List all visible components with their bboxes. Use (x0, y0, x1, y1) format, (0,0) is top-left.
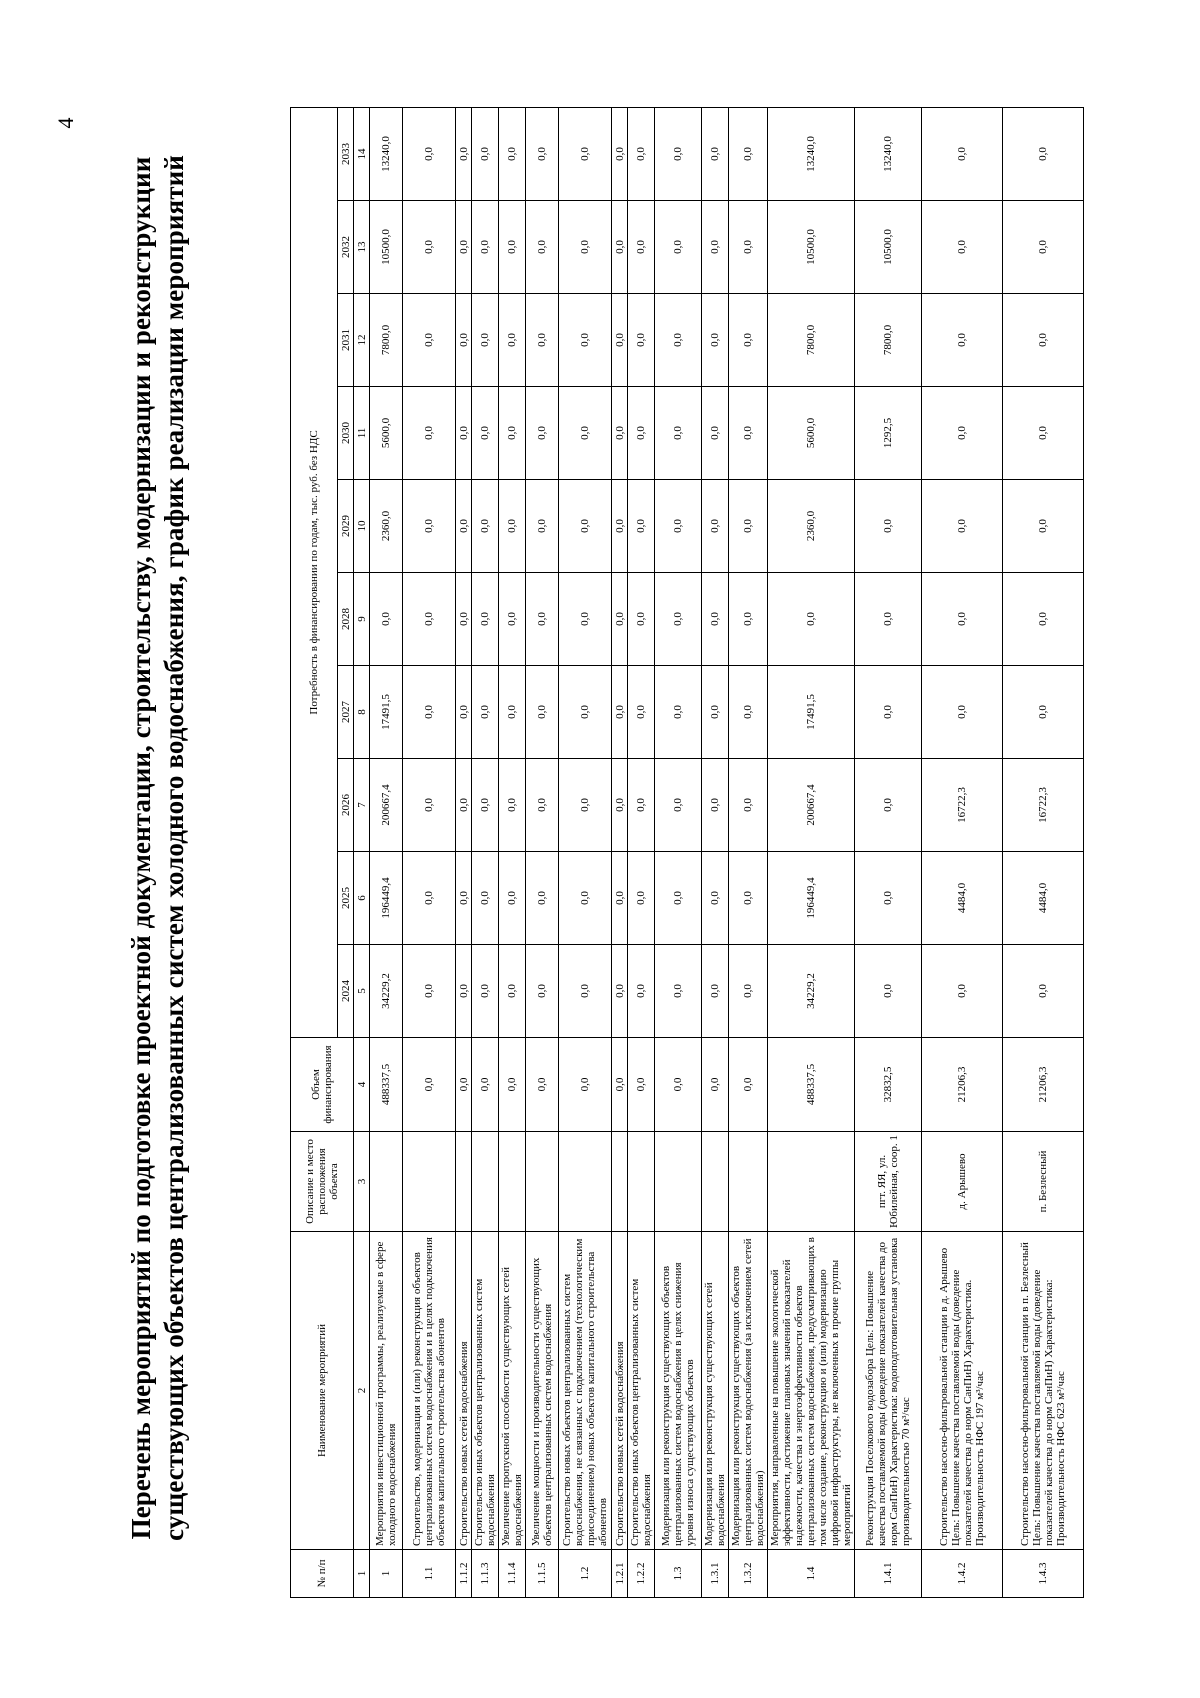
year-value: 0,0 (499, 201, 526, 294)
year-value: 1292,5 (855, 387, 922, 480)
table-row (1003, 107, 1084, 1597)
page-number: 4 (53, 117, 78, 129)
year-value: 0,0 (729, 201, 768, 294)
year-value: 0,0 (655, 480, 702, 573)
year-value: 0,0 (472, 666, 499, 759)
year-value: 7800,0 (768, 294, 855, 387)
object-location (472, 1132, 499, 1232)
year-value: 0,0 (702, 294, 729, 387)
year-value: 5600,0 (768, 387, 855, 480)
document-sheet (45, 98, 1195, 1598)
year-value: 0,0 (922, 945, 1003, 1038)
year-value: 0,0 (628, 945, 655, 1038)
table-row (370, 107, 403, 1597)
volume-value: 32832,5 (855, 1038, 922, 1132)
column-number: 14 (354, 107, 370, 200)
year-value: 0,0 (628, 666, 655, 759)
year-header: 2031 (338, 294, 354, 387)
year-value: 0,0 (526, 480, 559, 573)
year-value: 13240,0 (370, 107, 403, 200)
year-value: 0,0 (456, 387, 472, 480)
year-value: 34229,2 (768, 945, 855, 1038)
year-value: 0,0 (559, 294, 612, 387)
year-value: 0,0 (499, 666, 526, 759)
year-value: 0,0 (403, 666, 456, 759)
year-value: 0,0 (456, 107, 472, 200)
volume-value: 488337,5 (370, 1038, 403, 1132)
year-value: 4484,0 (922, 852, 1003, 945)
measure-name: Мероприятия инвестиционной программы, реализуемые в сфере холодного водоснабжения (370, 1232, 403, 1550)
object-location: п. Безлесный (1003, 1132, 1084, 1232)
row-number: 1.1 (403, 1550, 456, 1598)
heading-line-2: существующих объектов централизованных систем холодного водоснабжения, график реализации мероприятий (159, 155, 189, 1541)
year-value: 0,0 (1003, 387, 1084, 480)
year-value: 0,0 (456, 666, 472, 759)
year-value: 0,0 (456, 294, 472, 387)
year-value: 0,0 (855, 666, 922, 759)
year-value: 0,0 (499, 945, 526, 1038)
year-value: 0,0 (456, 852, 472, 945)
year-header: 2032 (338, 201, 354, 294)
year-value: 4484,0 (1003, 852, 1084, 945)
year-value: 0,0 (922, 387, 1003, 480)
year-value: 0,0 (559, 387, 612, 480)
table-row (456, 107, 472, 1597)
header-needs: Потребность в финансировании по годам, тыс. руб. без НДС (291, 107, 338, 1037)
year-value: 0,0 (1003, 945, 1084, 1038)
year-value: 0,0 (456, 759, 472, 852)
year-value: 13240,0 (855, 107, 922, 200)
year-value: 0,0 (472, 759, 499, 852)
year-value: 0,0 (655, 852, 702, 945)
table-row (922, 107, 1003, 1597)
column-number: 12 (354, 294, 370, 387)
year-value: 0,0 (612, 480, 628, 573)
year-value: 0,0 (456, 201, 472, 294)
object-location (403, 1132, 456, 1232)
year-value: 2360,0 (370, 480, 403, 573)
year-value: 7800,0 (370, 294, 403, 387)
row-number: 1.1.2 (456, 1550, 472, 1598)
year-value: 0,0 (628, 573, 655, 666)
year-value: 0,0 (655, 573, 702, 666)
column-number: 6 (354, 852, 370, 945)
column-number: 2 (354, 1232, 370, 1550)
year-value: 200667,4 (768, 759, 855, 852)
year-value: 0,0 (922, 573, 1003, 666)
year-value: 0,0 (526, 852, 559, 945)
measure-name: Увеличение пропускной способности существующих сетей водоснабжения (499, 1232, 526, 1550)
year-value: 0,0 (1003, 480, 1084, 573)
year-value: 10500,0 (370, 201, 403, 294)
year-value: 0,0 (403, 294, 456, 387)
year-value: 0,0 (1003, 573, 1084, 666)
year-header: 2028 (338, 573, 354, 666)
year-value: 0,0 (702, 759, 729, 852)
row-number: 1 (370, 1550, 403, 1598)
object-location: д. Арышево (922, 1132, 1003, 1232)
column-number: 10 (354, 480, 370, 573)
year-value: 0,0 (1003, 107, 1084, 200)
year-header: 2033 (338, 107, 354, 200)
year-value: 0,0 (922, 666, 1003, 759)
object-location (655, 1132, 702, 1232)
year-header: 2024 (338, 945, 354, 1038)
volume-value: 21206,3 (1003, 1038, 1084, 1132)
year-value: 0,0 (729, 294, 768, 387)
year-value: 0,0 (612, 294, 628, 387)
year-value: 0,0 (702, 666, 729, 759)
year-value: 0,0 (526, 573, 559, 666)
year-value: 196449,4 (768, 852, 855, 945)
year-value: 0,0 (559, 759, 612, 852)
year-value: 0,0 (922, 294, 1003, 387)
year-value: 0,0 (855, 759, 922, 852)
year-value: 10500,0 (768, 201, 855, 294)
year-value: 16722,3 (922, 759, 1003, 852)
year-value: 0,0 (499, 759, 526, 852)
year-value: 0,0 (559, 852, 612, 945)
table-row (768, 107, 855, 1597)
year-value: 34229,2 (370, 945, 403, 1038)
table-row (729, 107, 768, 1597)
column-number: 8 (354, 666, 370, 759)
year-value: 0,0 (403, 480, 456, 573)
year-value: 0,0 (559, 480, 612, 573)
year-value: 0,0 (729, 573, 768, 666)
year-value: 0,0 (628, 852, 655, 945)
year-value: 0,0 (456, 573, 472, 666)
year-value: 0,0 (702, 852, 729, 945)
year-value: 0,0 (922, 201, 1003, 294)
year-value: 0,0 (702, 945, 729, 1038)
year-value: 17491,5 (768, 666, 855, 759)
year-value: 0,0 (403, 201, 456, 294)
year-value: 0,0 (370, 573, 403, 666)
year-value: 0,0 (499, 294, 526, 387)
year-value: 0,0 (526, 387, 559, 480)
year-value: 5600,0 (370, 387, 403, 480)
year-value: 200667,4 (370, 759, 403, 852)
year-value: 0,0 (922, 107, 1003, 200)
year-value: 0,0 (499, 387, 526, 480)
year-value: 0,0 (1003, 666, 1084, 759)
table-row (499, 107, 526, 1597)
row-number: 1.4.3 (1003, 1550, 1084, 1598)
column-number: 9 (354, 573, 370, 666)
volume-value: 0,0 (526, 1038, 559, 1132)
year-header: 2025 (338, 852, 354, 945)
row-number: 1.2 (559, 1550, 612, 1598)
column-number: 3 (354, 1132, 370, 1232)
year-value: 0,0 (1003, 201, 1084, 294)
volume-value: 0,0 (612, 1038, 628, 1132)
year-value: 0,0 (655, 666, 702, 759)
header-name: Наименование мероприятий (291, 1232, 354, 1550)
year-value: 0,0 (729, 945, 768, 1038)
row-number: 1.4 (768, 1550, 855, 1598)
table-row (655, 107, 702, 1597)
row-number: 1.1.4 (499, 1550, 526, 1598)
object-location (612, 1132, 628, 1232)
measure-name: Строительство насосно-фильтровальной станции в д. Арышево Цель: Повышение качества поставляемой воды (доведение показателей качества до норм СанПиН) Характеристика. Производительность НФС 197 м³/час (922, 1232, 1003, 1550)
table-row (403, 107, 456, 1597)
year-value: 0,0 (628, 294, 655, 387)
year-header: 2030 (338, 387, 354, 480)
measure-name: Строительство иных объектов централизованных систем водоснабжения (472, 1232, 499, 1550)
column-number: 1 (354, 1550, 370, 1598)
year-value: 0,0 (403, 759, 456, 852)
measure-name: Строительство новых объектов централизованных систем водоснабжения, не связанных с подключением (технологическим присоединением) новых объектов капитального строительства абонентов (559, 1232, 612, 1550)
row-number: 1.1.5 (526, 1550, 559, 1598)
volume-value: 0,0 (499, 1038, 526, 1132)
year-value: 0,0 (612, 945, 628, 1038)
table-row (612, 107, 628, 1597)
year-value: 0,0 (612, 573, 628, 666)
year-value: 0,0 (729, 107, 768, 200)
measure-name: Реконструкция Поселкового водозабора Цель: Повышение качества поставляемой воды (доведение показателей качества до норм СанПиН) Характеристика: водоподготовительная установка производительностью 70 м³/час (855, 1232, 922, 1550)
year-header: 2026 (338, 759, 354, 852)
year-value: 0,0 (612, 852, 628, 945)
year-value: 0,0 (559, 201, 612, 294)
year-value: 0,0 (499, 573, 526, 666)
year-value: 0,0 (655, 945, 702, 1038)
year-value: 0,0 (526, 666, 559, 759)
year-value: 0,0 (499, 480, 526, 573)
measure-name: Модернизация или реконструкция существующих объектов централизованных систем водоснабжения (за исключением сетей водоснабжения) (729, 1232, 768, 1550)
year-value: 0,0 (526, 945, 559, 1038)
measure-name: Строительство, модернизация и (или) реконструкция объектов централизованных систем водоснабжения и в целях подключения объектов капитального строительства абонентов (403, 1232, 456, 1550)
year-value: 0,0 (729, 852, 768, 945)
object-location (499, 1132, 526, 1232)
volume-value: 488337,5 (768, 1038, 855, 1132)
year-value: 0,0 (855, 480, 922, 573)
volume-value: 0,0 (729, 1038, 768, 1132)
table-row (472, 107, 499, 1597)
year-value: 0,0 (472, 480, 499, 573)
year-value: 0,0 (729, 480, 768, 573)
year-value: 0,0 (1003, 294, 1084, 387)
year-value: 0,0 (526, 201, 559, 294)
table-body (370, 107, 1084, 1597)
year-value: 2360,0 (768, 480, 855, 573)
year-value: 0,0 (456, 945, 472, 1038)
column-numbers-row (354, 107, 370, 1597)
year-value: 0,0 (403, 387, 456, 480)
year-value: 0,0 (612, 387, 628, 480)
year-value: 0,0 (655, 387, 702, 480)
year-value: 0,0 (655, 759, 702, 852)
year-value: 0,0 (702, 480, 729, 573)
row-number: 1.2.2 (628, 1550, 655, 1598)
measure-name: Модернизация или реконструкция существующих объектов централизованных систем водоснабжения в целях снижения уровня износа существующих объектов (655, 1232, 702, 1550)
header-volume: Объем финансирования (291, 1038, 354, 1132)
row-number: 1.3.1 (702, 1550, 729, 1598)
volume-value: 21206,3 (922, 1038, 1003, 1132)
row-number: 1.4.1 (855, 1550, 922, 1598)
year-value: 0,0 (628, 387, 655, 480)
row-number: 1.3.2 (729, 1550, 768, 1598)
year-value: 0,0 (855, 573, 922, 666)
year-header: 2029 (338, 480, 354, 573)
row-number: 1.2.1 (612, 1550, 628, 1598)
year-value: 0,0 (526, 294, 559, 387)
year-value: 0,0 (472, 107, 499, 200)
object-location (559, 1132, 612, 1232)
volume-value: 0,0 (559, 1038, 612, 1132)
year-value: 0,0 (559, 573, 612, 666)
column-number: 7 (354, 759, 370, 852)
year-value: 0,0 (472, 573, 499, 666)
object-location (768, 1132, 855, 1232)
year-value: 13240,0 (768, 107, 855, 200)
year-value: 0,0 (612, 666, 628, 759)
year-value: 0,0 (855, 945, 922, 1038)
year-value: 0,0 (655, 294, 702, 387)
year-value: 0,0 (612, 201, 628, 294)
year-value: 0,0 (526, 107, 559, 200)
year-value: 0,0 (702, 107, 729, 200)
measures-table (290, 107, 1084, 1598)
table-row (702, 107, 729, 1597)
heading-line-1: Перечень мероприятий по подготовке проектной документации, строительству, модернизации и реконструкции (126, 156, 156, 1540)
object-location (729, 1132, 768, 1232)
object-location (526, 1132, 559, 1232)
measure-name: Строительство новых сетей водоснабжения (612, 1232, 628, 1550)
column-number: 4 (354, 1038, 370, 1132)
year-value: 0,0 (628, 480, 655, 573)
measure-name: Строительство насосно-фильтровальной станции в п. Безлесный Цель: Повышение качества поставляемой воды (доведение показателей качества до норм СанПиН) Характеристика: Производительность НФС 623 м³/час (1003, 1232, 1084, 1550)
table-row (526, 107, 559, 1597)
column-number: 11 (354, 387, 370, 480)
year-value: 0,0 (403, 945, 456, 1038)
year-value: 7800,0 (855, 294, 922, 387)
row-number: 1.4.2 (922, 1550, 1003, 1598)
volume-value: 0,0 (472, 1038, 499, 1132)
year-value: 0,0 (702, 387, 729, 480)
year-value: 0,0 (559, 666, 612, 759)
year-value: 0,0 (655, 107, 702, 200)
year-value: 0,0 (628, 201, 655, 294)
year-value: 0,0 (559, 107, 612, 200)
measure-name: Модернизация или реконструкция существующих сетей водоснабжения (702, 1232, 729, 1550)
table-row (855, 107, 922, 1597)
year-value: 0,0 (702, 573, 729, 666)
year-value: 0,0 (922, 480, 1003, 573)
year-value: 0,0 (472, 852, 499, 945)
year-value: 16722,3 (1003, 759, 1084, 852)
year-value: 0,0 (472, 201, 499, 294)
year-value: 0,0 (628, 759, 655, 852)
volume-value: 0,0 (456, 1038, 472, 1132)
year-value: 0,0 (612, 759, 628, 852)
year-value: 10500,0 (855, 201, 922, 294)
column-number: 5 (354, 945, 370, 1038)
object-location (702, 1132, 729, 1232)
table-row (628, 107, 655, 1597)
year-value: 0,0 (729, 759, 768, 852)
year-value: 0,0 (472, 945, 499, 1038)
object-location (456, 1132, 472, 1232)
year-value: 0,0 (729, 387, 768, 480)
volume-value: 0,0 (628, 1038, 655, 1132)
year-header: 2027 (338, 666, 354, 759)
year-value: 0,0 (655, 201, 702, 294)
volume-value: 0,0 (403, 1038, 456, 1132)
table-row (559, 107, 612, 1597)
year-value: 0,0 (526, 759, 559, 852)
row-number: 1.3 (655, 1550, 702, 1598)
year-value: 0,0 (768, 573, 855, 666)
header-num: № п/п (291, 1550, 354, 1598)
object-location (628, 1132, 655, 1232)
year-value: 0,0 (472, 387, 499, 480)
measure-name: Строительство новых сетей водоснабжения (456, 1232, 472, 1550)
object-location: пгт. ЯЯ, ул. Юбилейная, соор. 1 (855, 1132, 922, 1232)
year-value: 0,0 (499, 107, 526, 200)
year-value: 0,0 (403, 573, 456, 666)
document-heading (125, 128, 191, 1568)
year-value: 0,0 (855, 852, 922, 945)
year-value: 0,0 (559, 945, 612, 1038)
year-value: 0,0 (702, 201, 729, 294)
year-value: 0,0 (729, 666, 768, 759)
object-location (370, 1132, 403, 1232)
year-value: 0,0 (628, 107, 655, 200)
year-value: 0,0 (472, 294, 499, 387)
year-value: 196449,4 (370, 852, 403, 945)
year-value: 0,0 (456, 480, 472, 573)
year-value: 0,0 (403, 852, 456, 945)
volume-value: 0,0 (702, 1038, 729, 1132)
measure-name: Увеличение мощности и производительности существующих объектов централизованных систем водоснабжения (526, 1232, 559, 1550)
measure-name: Мероприятия, направленные на повышение экологической эффективности, достижение плановых значений показателей надежности, качества и энергоэффективности объектов централизованных систем водоснабжения, предусматривающих в том числе создание, реконструкцию и (или) модернизацию цифровой инфраструктуры, не включенных в прочие группы мероприятий (768, 1232, 855, 1550)
year-value: 0,0 (403, 107, 456, 200)
header-location: Описание и место расположения объекта (291, 1132, 354, 1232)
measure-name: Строительство иных объектов централизованных систем водоснабжения (628, 1232, 655, 1550)
volume-value: 0,0 (655, 1038, 702, 1132)
row-number: 1.1.3 (472, 1550, 499, 1598)
year-value: 17491,5 (370, 666, 403, 759)
year-value: 0,0 (499, 852, 526, 945)
column-number: 13 (354, 201, 370, 294)
year-value: 0,0 (612, 107, 628, 200)
